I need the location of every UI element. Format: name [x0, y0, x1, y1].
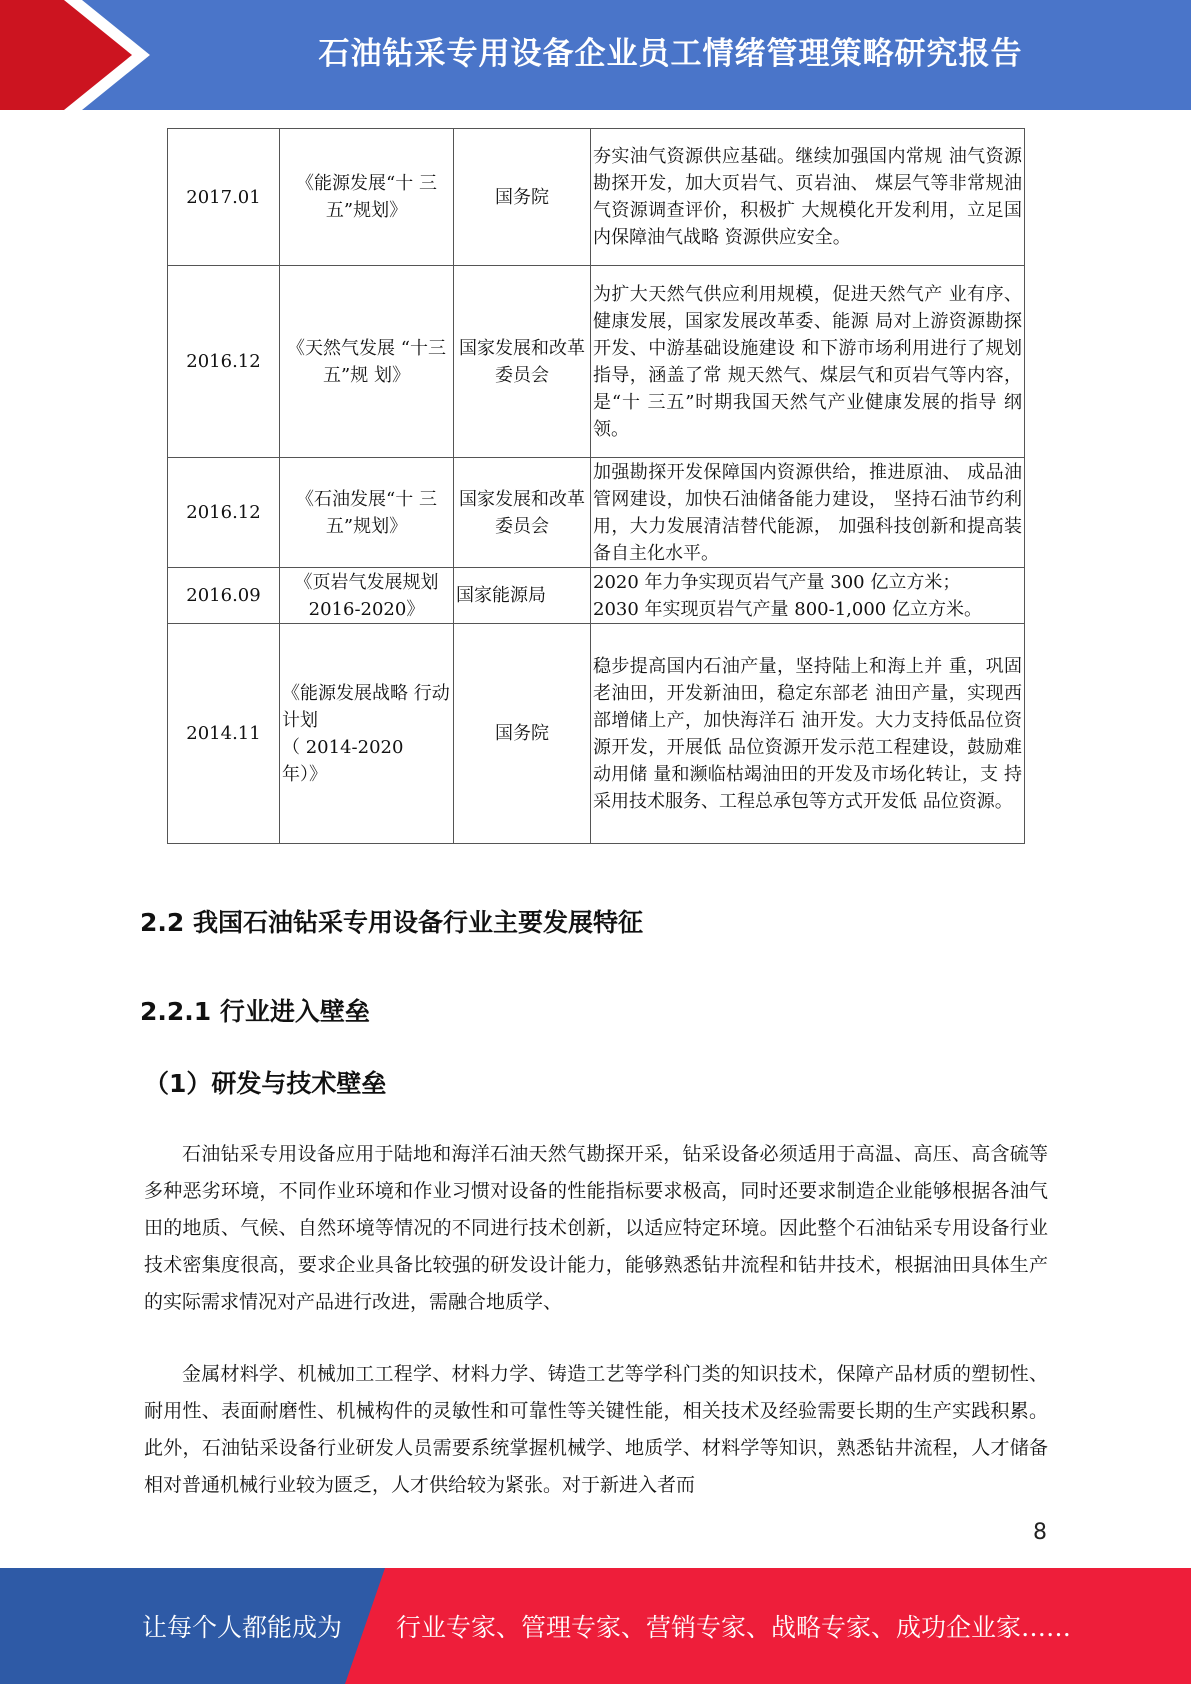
- policy-org: 国务院: [454, 129, 591, 266]
- footer-slogan-left: 让每个人都能成为: [142, 1613, 343, 1642]
- policy-name: 《石油发展“十 三五”规划》: [280, 458, 454, 568]
- page-header: [0, 0, 1191, 110]
- policy-table: [167, 128, 1025, 844]
- header-arrow-red: [0, 0, 150, 110]
- footer-slogan-right: 行业专家、管理专家、营销专家、战略专家、成功企业家……: [396, 1613, 1072, 1642]
- body-paragraph: 金属材料学、机械加工工程学、材料力学、铸造工艺等学科门类的知识技术，保障产品材质的塑韧性、耐用性、表面耐磨性、机械构件的灵敏性和可靠性等关键性能，相关技术及经验需要长期的生产实践积累。此外，石油钻采设备行业研发人员需要系统掌握机械学、地质学、材料学等知识，熟悉钻井流程，人才储备相对普通机械行业较为匮乏，人才供给较为紧张。对于新进入者而: [144, 1363, 1048, 1496]
- policy-desc: 夯实油气资源供应基础。继续加强国内常规 油气资源勘探开发，加大页岩气、页岩油、 煤层气等非常规油气资源调查评价，积极扩 大规模化开发利用，立足国内保障油气战略 资源供应安全。: [591, 129, 1025, 266]
- table-row: [168, 568, 1025, 624]
- policy-desc: [591, 568, 1025, 624]
- policy-desc-line: 2020 年力争实现页岩气产量 300 亿立方米；: [593, 571, 961, 593]
- policy-name: 《页岩气发展规划 2016-2020》: [280, 568, 454, 624]
- page-footer: [0, 1568, 1191, 1684]
- policy-desc: 稳步提高国内石油产量，坚持陆上和海上并 重，巩固老油田，开发新油田，稳定东部老 油田产量，实现西部增储上产，加快海洋石 油开发。大力支持低品位资源开发，开展低 品位资源开发示范工程建设，鼓励难动用储 量和濒临枯竭油田的开发及市场化转让，支 持采用技术服务、工程总承包等方式开发低 品位资源。: [591, 624, 1025, 844]
- policy-date: 2016.12: [168, 458, 280, 568]
- policy-date: 2014.11: [168, 624, 280, 844]
- policy-name: 《能源发展战略 行动计划 （ 2014-2020 年）》: [280, 624, 454, 844]
- policy-name: 《能源发展“十 三五”规划》: [280, 129, 454, 266]
- subsubsection-heading: （1）研发与技术壁垒: [144, 1069, 387, 1098]
- policy-date: 2016.12: [168, 266, 280, 458]
- table-row: [168, 624, 1025, 844]
- report-title: 石油钻采专用设备企业员工情绪管理策略研究报告: [318, 35, 1023, 72]
- table-row: [168, 266, 1025, 458]
- subsection-heading: 2.2.1 行业进入壁垒: [140, 997, 370, 1026]
- policy-date: 2016.09: [168, 568, 280, 624]
- policy-desc-line: 2030 年实现页岩气产量 800-1,000 亿立方米。: [593, 598, 982, 620]
- policy-org: 国务院: [454, 624, 591, 844]
- policy-date: 2017.01: [168, 129, 280, 266]
- policy-desc: 加强勘探开发保障国内资源供给，推进原油、 成品油管网建设，加快石油储备能力建设， 坚持石油节约利用，大力发展清洁替代能源， 加强科技创新和提高装备自主化水平。: [591, 458, 1025, 568]
- policy-name: 《天然气发展 “十三五”规 划》: [280, 266, 454, 458]
- policy-desc: 为扩大天然气供应利用规模，促进天然气产 业有序、健康发展，国家发展改革委、能源 局对上游资源勘探开发、中游基础设施建设 和下游市场利用进行了规划指导，涵盖了常 规天然气、煤层气和页岩气等内容，是“十 三五”时期我国天然气产业健康发展的指导 纲领。: [591, 266, 1025, 458]
- policy-org: 国家发展和改革委员会: [454, 458, 591, 568]
- table-row: [168, 129, 1025, 266]
- table-row: [168, 458, 1025, 568]
- page-number: 8: [1033, 1520, 1047, 1545]
- body-paragraph: 石油钻采专用设备应用于陆地和海洋石油天然气勘探开采，钻采设备必须适用于高温、高压、高含硫等多种恶劣环境，不同作业环境和作业习惯对设备的性能指标要求极高，同时还要求制造企业能够根据各油气田的地质、气候、自然环境等情况的不同进行技术创新，以适应特定环境。因此整个石油钻采专用设备行业技术密集度很高，要求企业具备比较强的研发设计能力，能够熟悉钻井流程和钻井技术，根据油田具体生产的实际需求情况对产品进行改进，需融合地质学、: [144, 1143, 1048, 1313]
- policy-org: 国家能源局: [454, 568, 591, 624]
- policy-org: 国家发展和改革委员会: [454, 266, 591, 458]
- section-heading: 2.2 我国石油钻采专用设备行业主要发展特征: [140, 908, 643, 937]
